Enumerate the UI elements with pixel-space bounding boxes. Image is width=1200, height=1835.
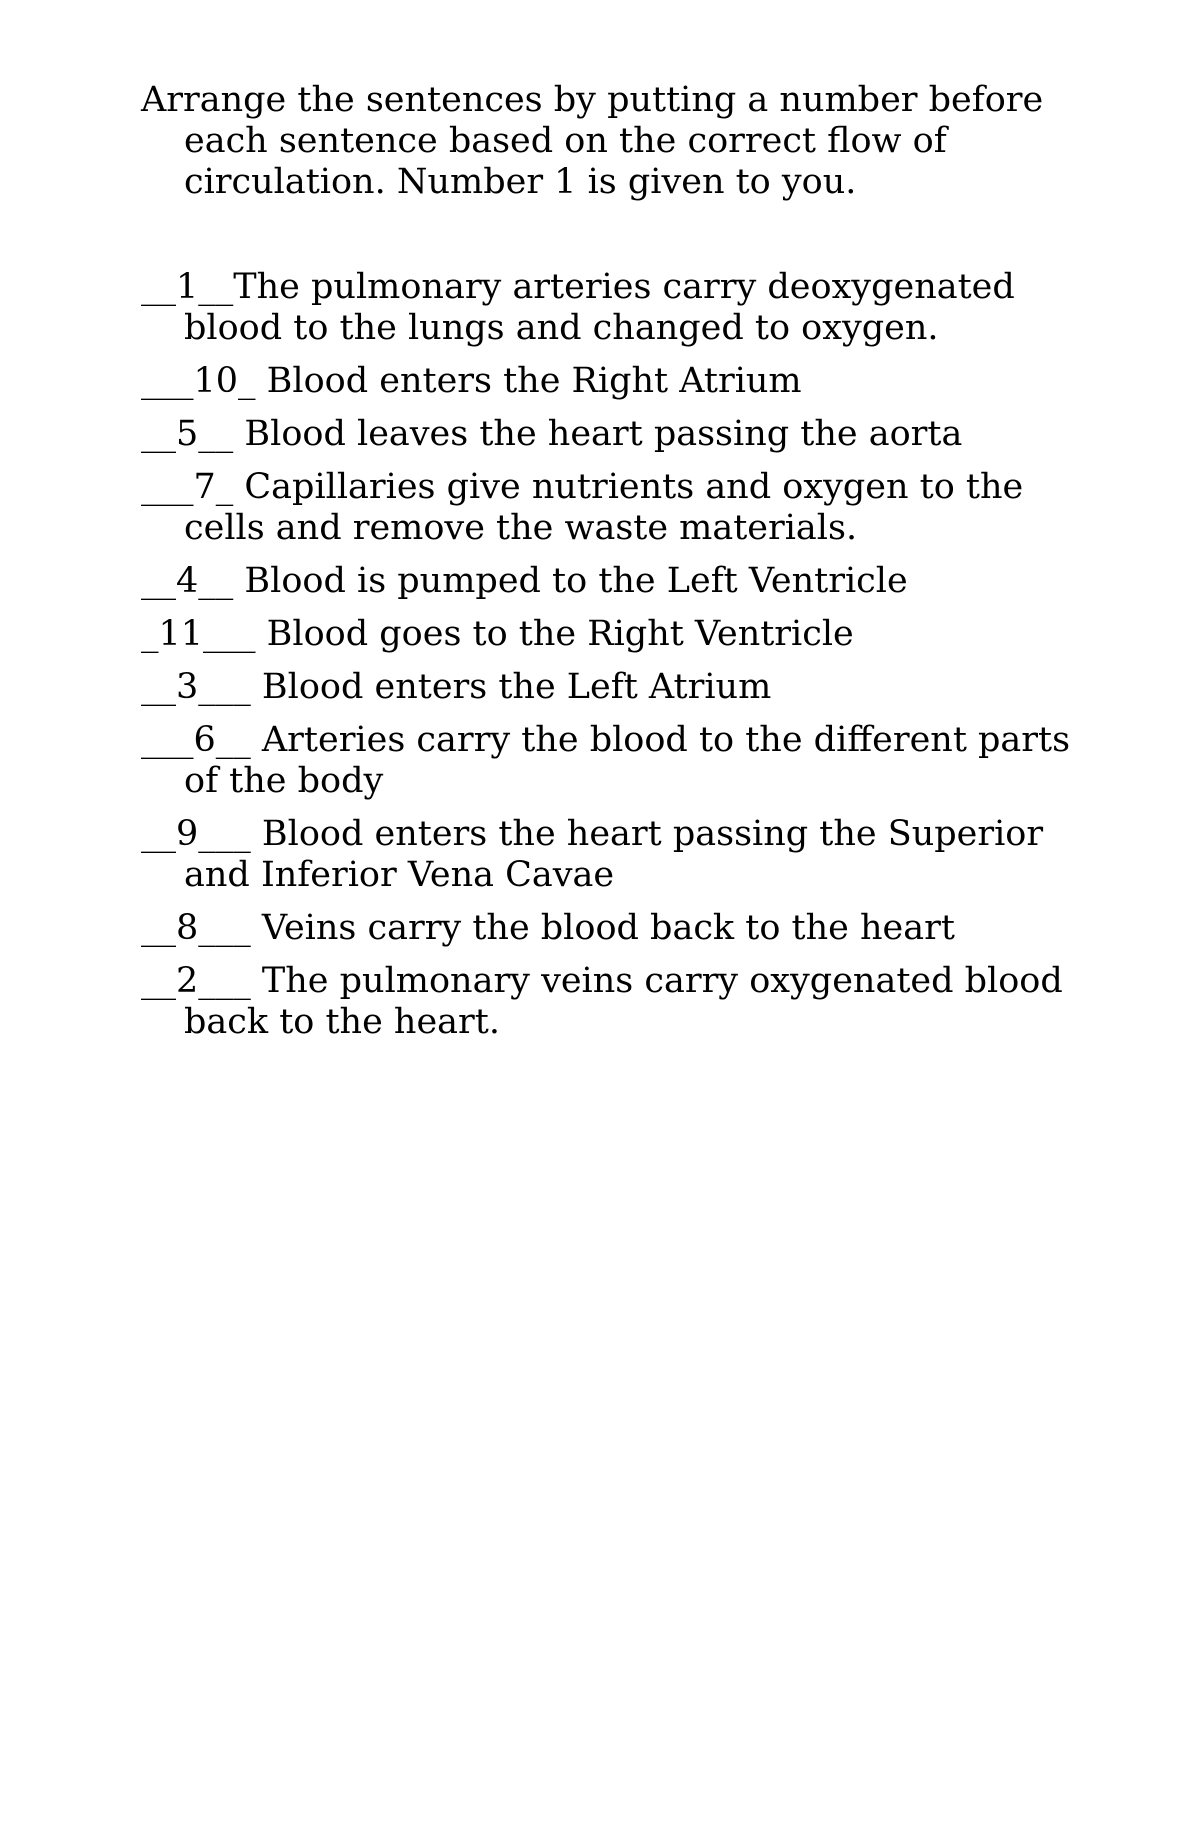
worksheet-body: [141, 80, 1091, 1055]
answer-number: ___6__: [141, 720, 251, 760]
sentence-text: Blood enters the heart passing the Superior and Inferior Vena Cavae: [184, 814, 1044, 895]
answer-number: __8___: [141, 908, 251, 948]
sentence-text: Arteries carry the blood to the different parts of the body: [184, 720, 1071, 801]
list-item: [141, 361, 1091, 402]
list-item: [141, 814, 1091, 896]
answer-number: ___7_: [141, 467, 234, 507]
answer-number: _11___: [141, 614, 256, 654]
list-item: [141, 667, 1091, 708]
answer-number: __3___: [141, 667, 251, 707]
answer-number: __5__: [141, 414, 234, 454]
sentence-text: Veins carry the blood back to the heart: [250, 908, 955, 948]
list-item: [141, 467, 1091, 549]
answer-number: __9___: [141, 814, 251, 854]
sentence-text: The pulmonary arteries carry deoxygenated blood to the lungs and changed to oxygen.: [184, 267, 1015, 348]
sentence-text: Blood goes to the Right Ventricle: [255, 614, 854, 654]
answer-number: ___10_: [141, 361, 256, 401]
list-item: [141, 414, 1091, 455]
list-item: [141, 908, 1091, 949]
answer-number: __1__: [141, 267, 234, 307]
list-item: [141, 614, 1091, 655]
sentence-text: Blood leaves the heart passing the aorta: [233, 414, 963, 454]
answer-number: __2___: [141, 961, 251, 1001]
sentence-list: [141, 267, 1091, 1043]
sentence-text: Blood is pumped to the Left Ventricle: [233, 561, 908, 601]
list-item: [141, 561, 1091, 602]
sentence-text: Capillaries give nutrients and oxygen to the cells and remove the waste materials.: [184, 467, 1024, 548]
list-item: [141, 720, 1091, 802]
sentence-text: Blood enters the Right Atrium: [255, 361, 802, 401]
instructions-text: Arrange the sentences by putting a number before each sentence based on the correct flow of circulation. Number 1 is given to you.: [141, 80, 1044, 202]
answer-number: __4__: [141, 561, 234, 601]
list-item: [141, 267, 1091, 349]
sentence-text: The pulmonary veins carry oxygenated blood back to the heart.: [184, 961, 1063, 1042]
sentence-text: Blood enters the Left Atrium: [250, 667, 772, 707]
list-item: [141, 961, 1091, 1043]
